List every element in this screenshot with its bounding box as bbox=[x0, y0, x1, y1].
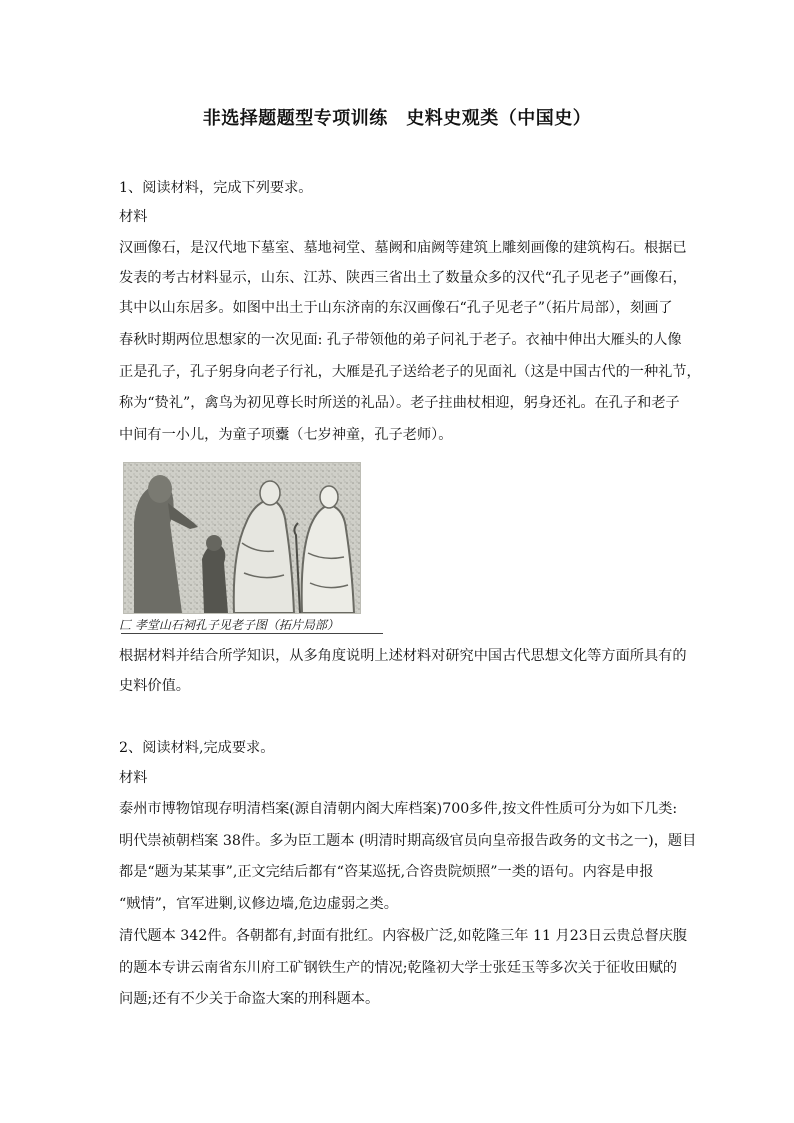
q2-paragraph-line: 都是“题为某某事”,正文完结后都有“咨某巡抚,合咨贵院烦照”一类的语句。内容是申报 bbox=[119, 864, 654, 880]
q1-material-label: 材料 bbox=[119, 209, 148, 225]
image-caption-text: 孝堂山石祠孔子见老子图（拓片局部） bbox=[134, 618, 339, 632]
q1-paragraph-line: 中间有一小儿，为童子项櫜（七岁神童，孔子老师）。 bbox=[119, 427, 453, 443]
page-title: 非选择题题型专项训练 史料史观类（中国史） bbox=[202, 108, 592, 129]
stone-rubbing-image bbox=[123, 462, 361, 614]
q2-paragraph-line: 的题本专讲云南省东川府工矿钢铁生产的情况;乾隆初大学士张廷玉等多次关于征收田赋的 bbox=[119, 960, 678, 976]
caption-underline bbox=[121, 633, 383, 634]
q1-heading: 1、阅读材料，完成下列要求。 bbox=[119, 180, 313, 196]
rubbing-illustration bbox=[124, 463, 360, 613]
q2-paragraph-line: “贼情”，官军进剿,议修边墙,危边虚弱之类。 bbox=[119, 896, 398, 912]
q2-paragraph-line: 明代崇祯朝档案 38件。多为臣工题本 (明清时期高级官员向皇帝报告政务的文书之一)，题目 bbox=[119, 833, 697, 849]
q1-question-line: 史料价值。 bbox=[119, 678, 190, 694]
q1-question-line: 根据材料并结合所学知识，从多角度说明上述材料对研究中国古代思想文化等方面所具有的 bbox=[119, 648, 687, 664]
q2-paragraph-line: 清代题本 342件。各朝都有,封面有批红。内容极广泛,如乾隆三年 11 月23日云贵总督庆腹 bbox=[119, 928, 688, 944]
q1-paragraph-line: 正是孔子，孔子躬身向老子行礼，大雁是孔子送给老子的见面礼（这是中国古代的一种礼节， bbox=[119, 364, 701, 380]
q1-paragraph-line: 称为“贽礼”，禽鸟为初见尊长时所送的礼品）。老子拄曲杖相迎，躬身还礼。在孔子和老子 bbox=[119, 395, 680, 411]
q2-paragraph-line: 泰州市博物馆现存明清档案(源自清朝内阁大库档案)700多件,按文件性质可分为如下几类: bbox=[119, 801, 678, 817]
q2-paragraph-line: 问题;还有不少关于命盗大案的刑科题本。 bbox=[119, 991, 380, 1007]
q1-paragraph-line: 其中以山东居多。如图中出土于山东济南的东汉画像石“孔子见老子”（拓片局部），刻画了 bbox=[119, 300, 673, 316]
q1-paragraph-line: 汉画像石，是汉代地下墓室、墓地祠堂、墓阙和庙阙等建筑上雕刻画像的建筑构石。根据已 bbox=[119, 240, 687, 256]
caption-mark: 匚 bbox=[119, 618, 132, 632]
q1-paragraph-line: 发表的考古材料显示，山东、江苏、陕西三省出土了数量众多的汉代“孔子见老子”画像石， bbox=[119, 270, 687, 286]
q1-paragraph-line: 春秋时期两位思想家的一次见面: 孔子带领他的弟子问礼于老子。衣袖中伸出大雁头的人像 bbox=[119, 332, 682, 348]
image-caption bbox=[119, 616, 389, 633]
q2-material-label: 材料 bbox=[119, 770, 148, 786]
q2-heading: 2、阅读材料,完成要求。 bbox=[119, 740, 275, 756]
